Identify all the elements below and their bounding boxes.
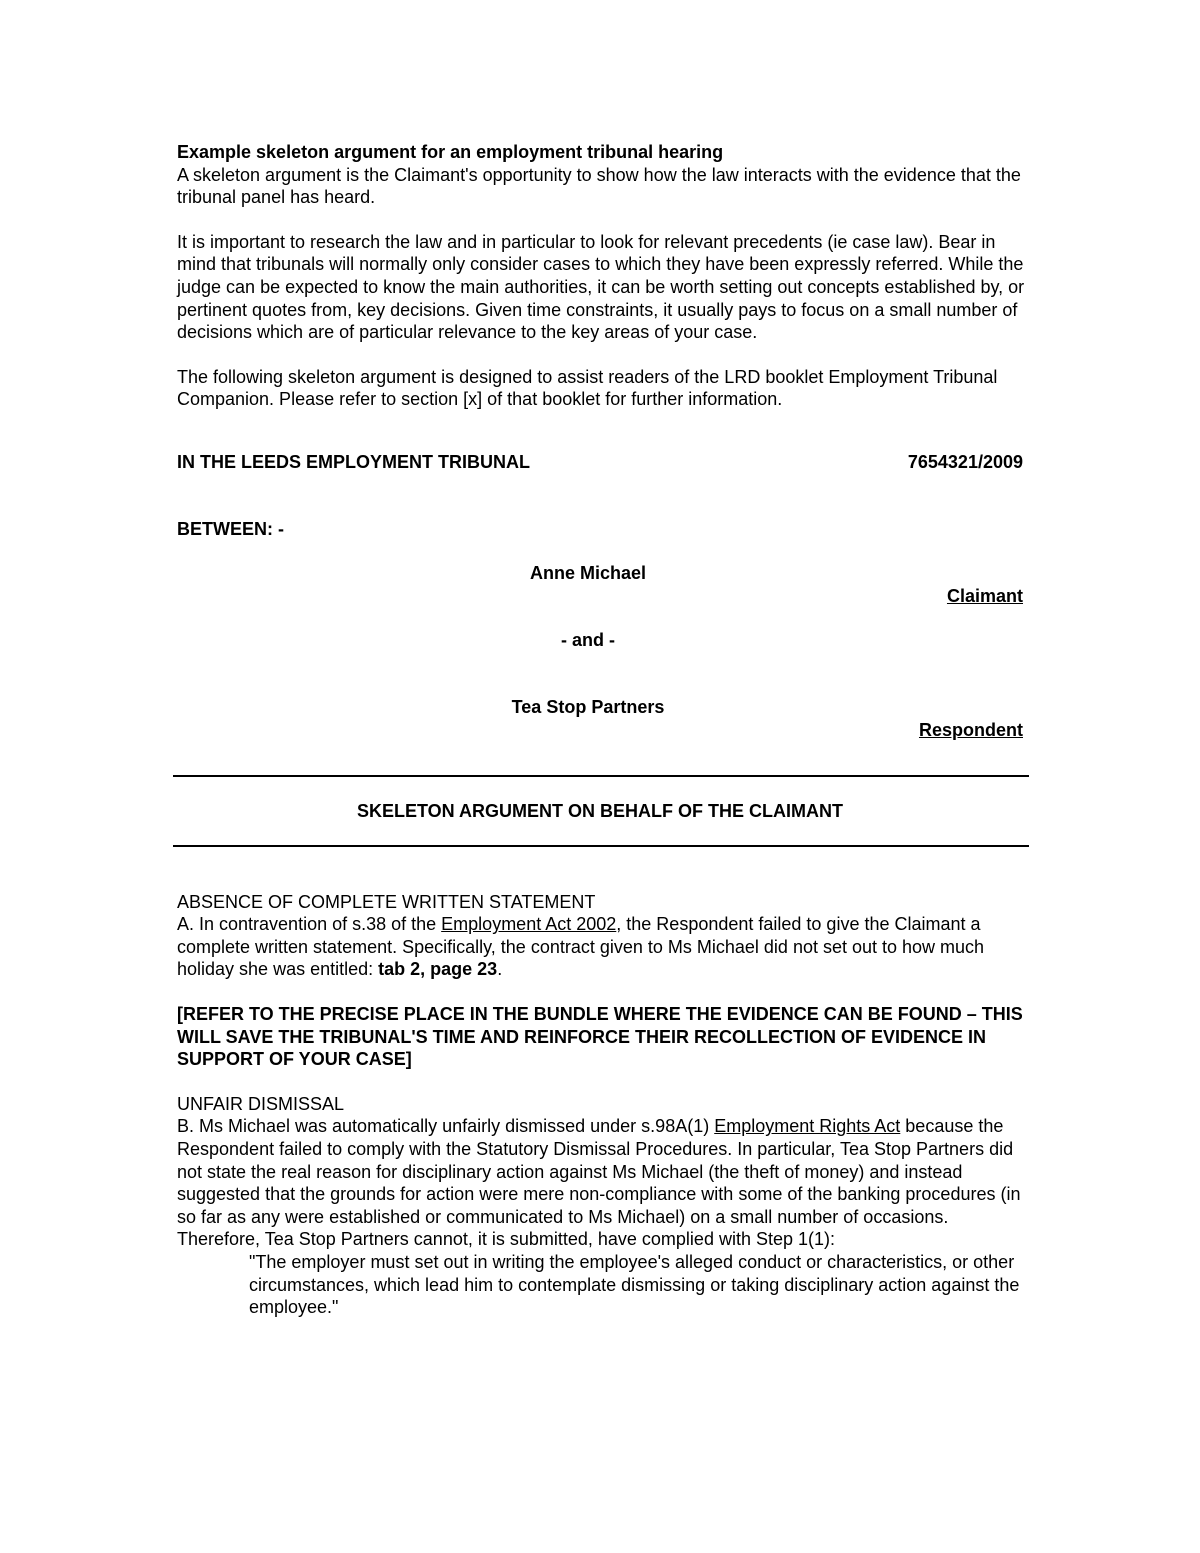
intro-paragraph-2: It is important to research the law and in particular to look for relevant precedents (ie case law). Bear in mind that tribunals will normally only consider cases to which they have been expressly referred. While the judge can be expected to know the main authorities, it can be worth setting out concepts established by, or pertinent quotes from, key decisions. Given time constraints, it usually pays to focus on a small number of decisions which are of particular relevance to the key areas of your case. bbox=[177, 231, 1025, 343]
bundle-note: [REFER TO THE PRECISE PLACE IN THE BUNDLE WHERE THE EVIDENCE CAN BE FOUND – THIS WILL SAVE THE TRIBUNAL'S TIME AND REINFORCE THEIR RECOLLECTION OF EVIDENCE IN SUPPORT OF YOUR CASE] bbox=[177, 1004, 1023, 1070]
section-a-text: A. In contravention of s.38 of the Employment Act 2002, the Respondent failed to give the Claimant a complete written statement. Specifically, the contract given to Ms Michael did not set out to how much holiday she was entitled: tab 2, page 23. bbox=[177, 914, 985, 980]
skeleton-heading: SKELETON ARGUMENT ON BEHALF OF THE CLAIMANT bbox=[357, 801, 843, 822]
case-number: 7654321/2009 bbox=[907, 451, 1023, 472]
respondent-name: Tea Stop Partners bbox=[511, 696, 665, 717]
bundle-reference: tab 2, page 23 bbox=[378, 959, 498, 980]
section-b-text: B. Ms Michael was automatically unfairly dismissed under s.98A(1) Employment Rights Act because the Respondent failed to comply with the Statutory Dismissal Procedures. In particular, Tea Stop Partners did not state the real reason for disciplinary action against Ms Michael (the theft of money) and instead suggested that the grounds for action were mere non-compliance with some of the banking procedures (in so far as any were established or communicated to Ms Michael) on a small number of occasions. Therefore, Tea Stop Partners cannot, it is submitted, have complied with Step 1(1): bbox=[177, 1116, 1021, 1250]
step-quote: "The employer must set out in writing the employee's alleged conduct or characteristics, or other circumstances, which lead him to contemplate dismissing or taking disciplinary action against the employee." bbox=[249, 1252, 1020, 1318]
section-b-title: UNFAIR DISMISSAL bbox=[177, 1093, 345, 1114]
intro-paragraph-3: The following skeleton argument is designed to assist readers of the LRD booklet Employment Tribunal Companion. Please refer to section [x] of that booklet for further information. bbox=[177, 366, 998, 410]
court-header bbox=[177, 451, 1023, 474]
respondent-role: Respondent bbox=[918, 719, 1023, 740]
section-a-title: ABSENCE OF COMPLETE WRITTEN STATEMENT bbox=[177, 891, 596, 912]
document-page bbox=[177, 141, 1027, 1319]
between-label: BETWEEN: - bbox=[177, 518, 284, 539]
claimant-role: Claimant bbox=[946, 585, 1023, 606]
and-separator: - and - bbox=[561, 630, 615, 651]
employment-rights-act-citation: Employment Rights Act bbox=[714, 1116, 901, 1137]
claimant-name: Anne Michael bbox=[529, 563, 647, 584]
intro-paragraph-1: A skeleton argument is the Claimant's opportunity to show how the law interacts with the evidence that the tribunal panel has heard. bbox=[177, 164, 1021, 208]
court-name: IN THE LEEDS EMPLOYMENT TRIBUNAL bbox=[177, 451, 531, 472]
employment-act-citation: Employment Act 2002 bbox=[441, 914, 617, 935]
document-title: Example skeleton argument for an employment tribunal hearing bbox=[177, 142, 724, 162]
